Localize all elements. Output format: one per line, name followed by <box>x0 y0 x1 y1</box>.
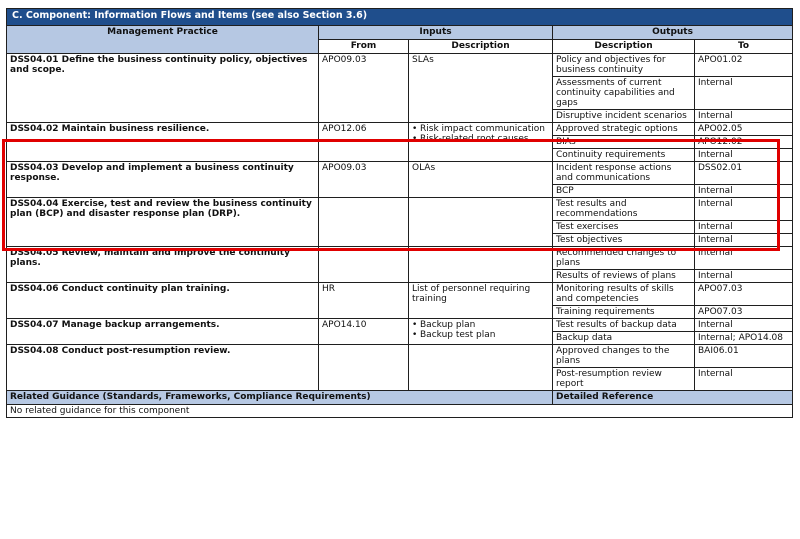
input-description-cell <box>409 283 553 319</box>
output-to-cell: Internal <box>695 185 793 198</box>
output-description-cell: Assessments of current continuity capabilities and gaps <box>553 77 695 110</box>
output-to-cell: BAI06.01 <box>695 345 793 368</box>
output-to-cell: Internal <box>695 270 793 283</box>
header-management-practice: Management Practice <box>7 26 319 54</box>
input-from-cell <box>319 54 409 123</box>
input-description-cell <box>409 198 553 247</box>
output-to-cell: APO02.05 <box>695 123 793 136</box>
header-outputs: Outputs <box>553 26 793 40</box>
output-description-cell: Post-resumption review report <box>553 368 695 391</box>
input-from: HR <box>322 284 336 294</box>
table-row <box>7 345 793 368</box>
management-practice-cell: DSS04.03 Develop and implement a business continuity response. <box>7 162 319 198</box>
management-practice-cell: DSS04.06 Conduct continuity plan training. <box>7 283 319 319</box>
output-description-cell: Recommended changes to plans <box>553 247 695 270</box>
management-practice-cell: DSS04.02 Maintain business resilience. <box>7 123 319 162</box>
output-description-cell: Approved changes to the plans <box>553 345 695 368</box>
management-practice-cell: DSS04.04 Exercise, test and review the business continuity plan (BCP) and disaster response plan (DRP). <box>7 198 319 247</box>
output-description-cell: Incident response actions and communications <box>553 162 695 185</box>
information-flows-table <box>6 8 793 418</box>
input-description-item: • Risk-related root causes <box>412 134 549 144</box>
input-description-item: • Backup test plan <box>412 330 549 340</box>
table-row <box>7 123 793 136</box>
output-to-cell: Internal <box>695 368 793 391</box>
output-to-cell: APO07.03 <box>695 306 793 319</box>
output-description-cell: BCP <box>553 185 695 198</box>
input-description-cell <box>409 345 553 391</box>
output-to-cell: APO12.02 <box>695 136 793 149</box>
header-from: From <box>319 40 409 54</box>
output-description-cell: Policy and objectives for business continuity <box>553 54 695 77</box>
table-row <box>7 198 793 221</box>
input-description: SLAs <box>412 55 434 65</box>
management-practice-cell: DSS04.08 Conduct post-resumption review. <box>7 345 319 391</box>
management-practice-cell: DSS04.01 Define the business continuity policy, objectives and scope. <box>7 54 319 123</box>
table-row <box>7 162 793 185</box>
input-from-cell <box>319 123 409 162</box>
management-practice-cell: DSS04.05 Review, maintain and improve the continuity plans. <box>7 247 319 283</box>
output-description-cell: Monitoring results of skills and competencies <box>553 283 695 306</box>
input-from: APO09.03 <box>322 163 367 173</box>
input-from-cell <box>319 283 409 319</box>
input-description-cell <box>409 162 553 198</box>
output-description-cell: Test exercises <box>553 221 695 234</box>
output-description-cell: Disruptive incident scenarios <box>553 110 695 123</box>
output-to-cell: DSS02.01 <box>695 162 793 185</box>
output-description-cell: Test results of backup data <box>553 319 695 332</box>
output-to-cell: Internal <box>695 110 793 123</box>
management-practice-cell: DSS04.07 Manage backup arrangements. <box>7 319 319 345</box>
output-to-cell: Internal <box>695 247 793 270</box>
output-to-cell: Internal <box>695 234 793 247</box>
input-description-cell <box>409 123 553 162</box>
input-description-item: • Risk impact communication <box>412 124 549 134</box>
output-to-cell: Internal <box>695 149 793 162</box>
output-to-cell: Internal <box>695 221 793 234</box>
input-description-cell <box>409 247 553 283</box>
output-description-cell: Test objectives <box>553 234 695 247</box>
header-inputs: Inputs <box>319 26 553 40</box>
input-from-cell <box>319 345 409 391</box>
output-description-cell: Test results and recommendations <box>553 198 695 221</box>
header-input-description: Description <box>409 40 553 54</box>
output-to-cell: Internal <box>695 198 793 221</box>
output-description-cell: Approved strategic options <box>553 123 695 136</box>
input-description: OLAs <box>412 163 436 173</box>
input-description: List of personnel requiring training <box>412 284 531 304</box>
header-output-description: Description <box>553 40 695 54</box>
detailed-reference-header: Detailed Reference <box>553 391 793 405</box>
input-from-cell <box>319 162 409 198</box>
input-from-cell <box>319 247 409 283</box>
input-from: APO14.10 <box>322 320 367 330</box>
output-to-cell: Internal <box>695 77 793 110</box>
output-to-cell: Internal; APO14.08 <box>695 332 793 345</box>
input-description-cell <box>409 319 553 345</box>
table-row <box>7 54 793 77</box>
output-description-cell: BIAs <box>553 136 695 149</box>
related-guidance-text: No related guidance for this component <box>7 405 793 418</box>
table-row <box>7 247 793 270</box>
output-description-cell: Training requirements <box>553 306 695 319</box>
output-to-cell: Internal <box>695 319 793 332</box>
document-page <box>6 8 792 418</box>
input-from: APO12.06 <box>322 124 367 134</box>
output-to-cell: APO01.02 <box>695 54 793 77</box>
related-guidance-header: Related Guidance (Standards, Frameworks, Compliance Requirements) <box>7 391 553 405</box>
output-description-cell: Continuity requirements <box>553 149 695 162</box>
input-from-cell <box>319 319 409 345</box>
header-to: To <box>695 40 793 54</box>
input-from: APO09.03 <box>322 55 367 65</box>
output-description-cell: Results of reviews of plans <box>553 270 695 283</box>
output-description-cell: Backup data <box>553 332 695 345</box>
table-title: C. Component: Information Flows and Items (see also Section 3.6) <box>7 9 793 26</box>
table-row <box>7 283 793 306</box>
input-from-cell <box>319 198 409 247</box>
table-row <box>7 319 793 332</box>
input-description-cell <box>409 54 553 123</box>
output-to-cell: APO07.03 <box>695 283 793 306</box>
input-description-item: • Backup plan <box>412 320 549 330</box>
